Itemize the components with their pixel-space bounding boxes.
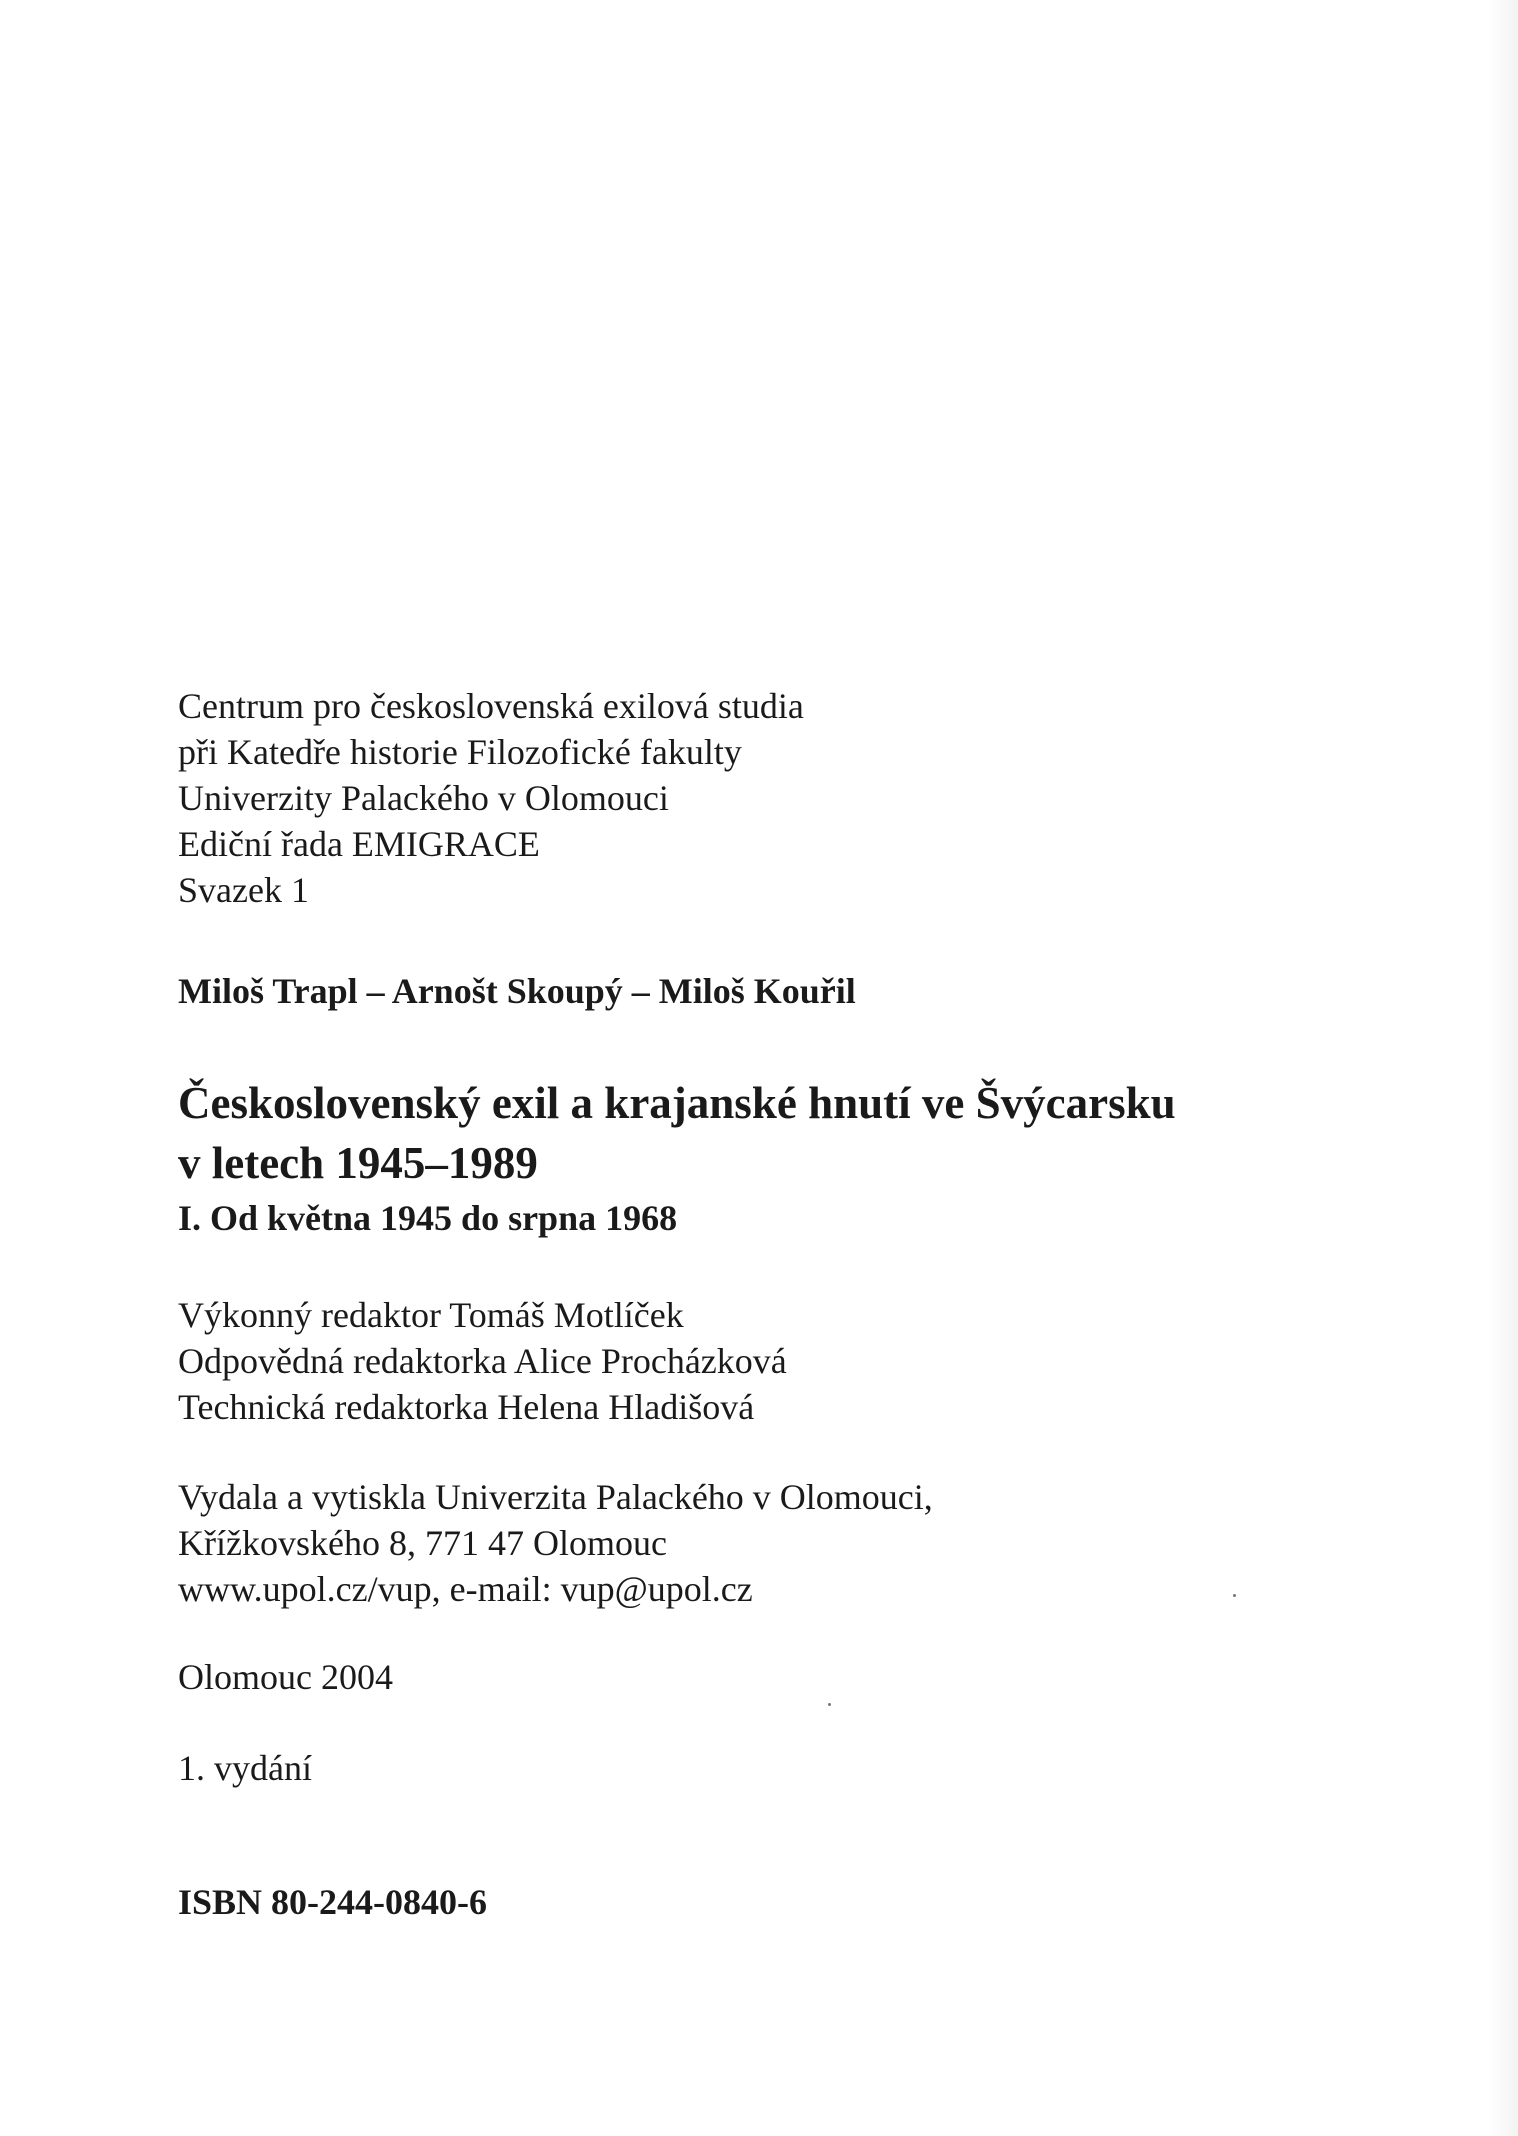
- paper-speck: [828, 1703, 831, 1706]
- institution-block: [178, 683, 1378, 913]
- institution-line-1: Centrum pro československá exilová studia: [178, 686, 804, 726]
- publisher-contact: www.upol.cz/vup, e-mail: vup@upol.cz: [178, 1569, 753, 1609]
- responsible-editor: Odpovědná redaktorka Alice Procházková: [178, 1341, 787, 1381]
- authors: Miloš Trapl – Arnošt Skoupý – Miloš Kouřil: [178, 971, 856, 1011]
- place-year-block: [178, 1654, 1378, 1700]
- book-subtitle: I. Od května 1945 do srpna 1968: [178, 1198, 678, 1238]
- publisher-line-1: Vydala a vytiskla Univerzita Palackého v Olomouci,: [178, 1477, 933, 1517]
- isbn-block: [178, 1879, 1378, 1925]
- isbn: ISBN 80-244-0840-6: [178, 1882, 488, 1922]
- book-title-line-1: Československý exil a krajanské hnutí ve Švýcarsku: [178, 1078, 1176, 1128]
- book-title-line-2: v letech 1945–1989: [178, 1138, 538, 1188]
- volume-number: Svazek 1: [178, 870, 309, 910]
- authors-block: [178, 968, 1378, 1014]
- editors-block: [178, 1292, 1378, 1430]
- title-block: [178, 1073, 1378, 1241]
- paper-speck: [1233, 1594, 1236, 1597]
- publisher-block: [178, 1474, 1378, 1612]
- series-name: Ediční řada EMIGRACE: [178, 824, 540, 864]
- publisher-address: Křížkovského 8, 771 47 Olomouc: [178, 1523, 667, 1563]
- institution-line-2: při Katedře historie Filozofické fakulty: [178, 732, 742, 772]
- place-year: Olomouc 2004: [178, 1657, 393, 1697]
- technical-editor: Technická redaktorka Helena Hladišová: [178, 1387, 755, 1427]
- institution-line-3: Univerzity Palackého v Olomouci: [178, 778, 669, 818]
- edition: 1. vydání: [178, 1748, 312, 1788]
- edition-block: [178, 1745, 1378, 1791]
- executive-editor: Výkonný redaktor Tomáš Motlíček: [178, 1295, 684, 1335]
- page-edge-shadow: [1488, 0, 1518, 2136]
